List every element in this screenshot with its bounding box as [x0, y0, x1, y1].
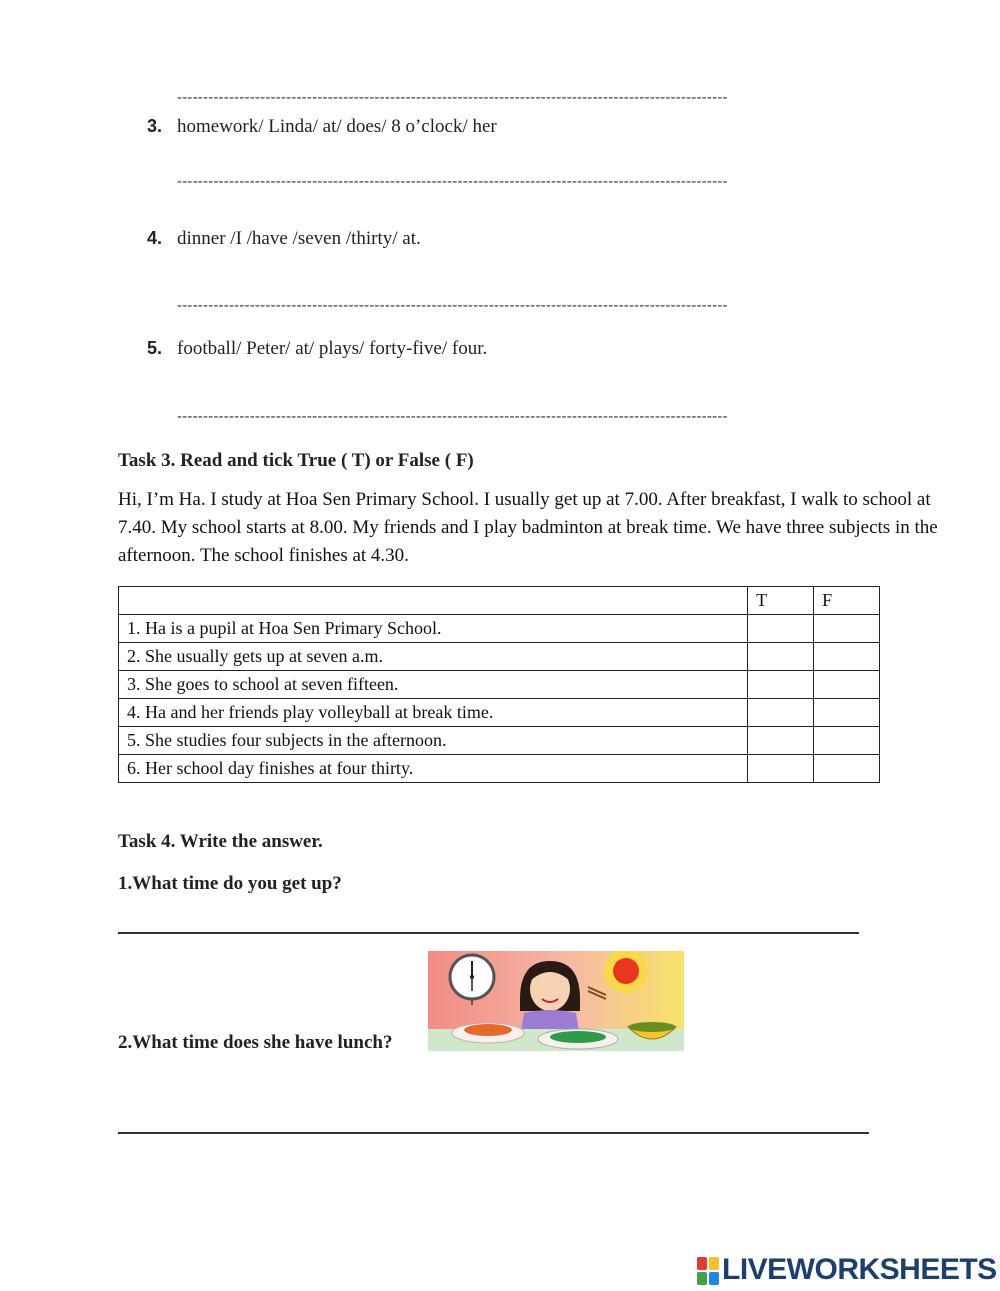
table-row	[119, 755, 880, 783]
question-5-number: 5.	[147, 338, 163, 358]
answer-line-2[interactable]	[118, 1132, 869, 1134]
statement-5: 5. She studies four subjects in the afternoon.	[119, 727, 748, 755]
table-header-blank	[119, 587, 748, 615]
task3-passage: Hi, I’m Ha. I study at Hoa Sen Primary School. I usually get up at 7.00. After breakfast, I walk to school at 7.40. My school starts at 8.00. My friends and I play badminton at break time. We have three subjects in the afternoon. The school finishes at 4.30.	[118, 489, 938, 566]
logo-blocks-icon	[697, 1257, 719, 1285]
lunch-illustration	[428, 951, 684, 1051]
tick-false-5[interactable]	[814, 727, 880, 755]
lunch-scene-image	[428, 951, 684, 1051]
brand-name: LIVEWORKSHEETS	[722, 1253, 997, 1286]
question-4-text: dinner /I /have /seven /thirty/ at.	[177, 228, 421, 249]
table-row	[119, 615, 880, 643]
question-5-text: football/ Peter/ at/ plays/ forty-five/ four.	[177, 338, 488, 359]
tick-false-1[interactable]	[814, 615, 880, 643]
tick-true-5[interactable]	[748, 727, 814, 755]
table-header-false: F	[814, 587, 880, 615]
answer-dash-line-2[interactable]: ----------------------------------------------------------------------------------------------------------	[177, 89, 728, 106]
question-3-number: 3.	[147, 116, 163, 136]
question-4-number: 4.	[147, 228, 163, 248]
true-false-table	[118, 586, 880, 783]
answer-dash-line-4[interactable]: ----------------------------------------------------------------------------------------------------------	[177, 297, 728, 314]
statement-3: 3. She goes to school at seven fifteen.	[119, 671, 748, 699]
tick-true-4[interactable]	[748, 699, 814, 727]
table-row	[119, 699, 880, 727]
tick-false-4[interactable]	[814, 699, 880, 727]
table-header-row	[119, 587, 880, 615]
task4-question-2: 2.What time does she have lunch?	[118, 1032, 393, 1053]
answer-line-1[interactable]	[118, 932, 859, 934]
statement-4: 4. Ha and her friends play volleyball at break time.	[119, 699, 748, 727]
tick-true-3[interactable]	[748, 671, 814, 699]
tick-true-1[interactable]	[748, 615, 814, 643]
task4-question-1: 1.What time do you get up?	[118, 873, 342, 894]
tick-true-2[interactable]	[748, 643, 814, 671]
table-header-true: T	[748, 587, 814, 615]
answer-dash-line-5[interactable]: ----------------------------------------------------------------------------------------------------------	[177, 408, 728, 425]
table-row	[119, 671, 880, 699]
table-row	[119, 643, 880, 671]
statement-2: 2. She usually gets up at seven a.m.	[119, 643, 748, 671]
task3-heading: Task 3. Read and tick True ( T) or False ( F)	[118, 450, 474, 471]
tick-false-3[interactable]	[814, 671, 880, 699]
statement-6: 6. Her school day finishes at four thirty.	[119, 755, 748, 783]
answer-dash-line-3[interactable]: ----------------------------------------------------------------------------------------------------------	[177, 173, 728, 190]
task4-heading: Task 4. Write the answer.	[118, 831, 323, 852]
liveworksheets-logo	[697, 1255, 995, 1287]
tick-false-6[interactable]	[814, 755, 880, 783]
tick-true-6[interactable]	[748, 755, 814, 783]
tick-false-2[interactable]	[814, 643, 880, 671]
table-row	[119, 727, 880, 755]
statement-1: 1. Ha is a pupil at Hoa Sen Primary School.	[119, 615, 748, 643]
question-3-text: homework/ Linda/ at/ does/ 8 o’clock/ her	[177, 116, 497, 137]
